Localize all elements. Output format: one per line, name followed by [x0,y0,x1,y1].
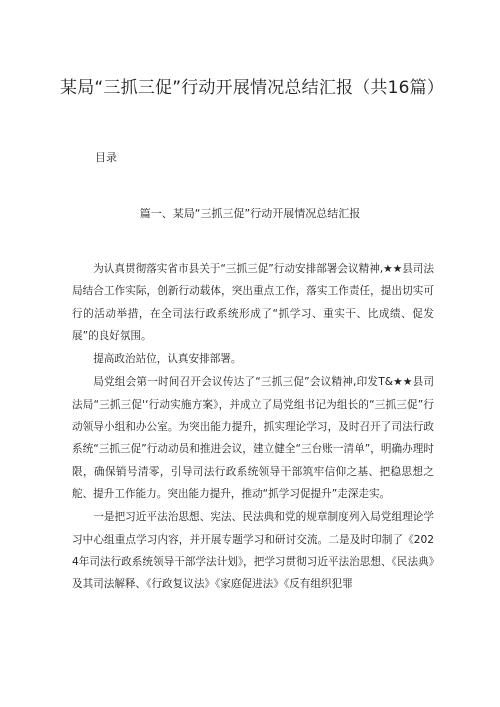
paragraph: 提高政治站位，认真安排部署。 [93,353,242,366]
document-title: 某局“三抓三促”行动开展情况总结汇报（共16篇） [60,78,445,98]
section-heading: 篇一、某局“三抓三促”行动开展情况总结汇报 [139,207,361,220]
toc-label: 目录 [95,151,117,164]
paragraph: 局党组会第一时间召开会议传达了“三抓三促”会议精神,印发T&★★县司法局“三抓三促'‘行动实施方案》，并成立了局党组书记为组长的“三抓三促”行动领导小组和办公室。为突出能力提升，抓实理论学习，及时召开了司法行政系统“三抓三促”行动动员和推进会议，建立健全“三台账一清单”，明确办理时限，确保销号清零，引导司法行政系统领导干部筑牢信仰之基、把稳思想之舵、提升工作能力。突出能力提升，推动“抓学习促提升”走深走实。 [72,376,434,500]
body-text [72,258,434,596]
paragraph: 一是把习近平法治思想、宪法、民法典和党的规章制度列入局党组理论学习中心组重点学习内容，并开展专题学习和研讨交流。二是及时印制了《2024年司法行政系统领导干部学法计划》，把学习贯彻习近平法治思想、《民法典》及其司法解释、《行政复议法》《家庭促进法》《反有组织犯罪 [72,511,434,591]
paragraph: 为认真贯彻落实省市县关于“三抓三促”行动安排部署会议精神,★★县司法局结合工作实际，创新行动载体，突出重点工作，落实工作责任，提出切实可行的活动举措，在全司法行政系统形成了“抓学习、重实干、比成绩、促发展”的良好氛围。 [72,263,434,342]
